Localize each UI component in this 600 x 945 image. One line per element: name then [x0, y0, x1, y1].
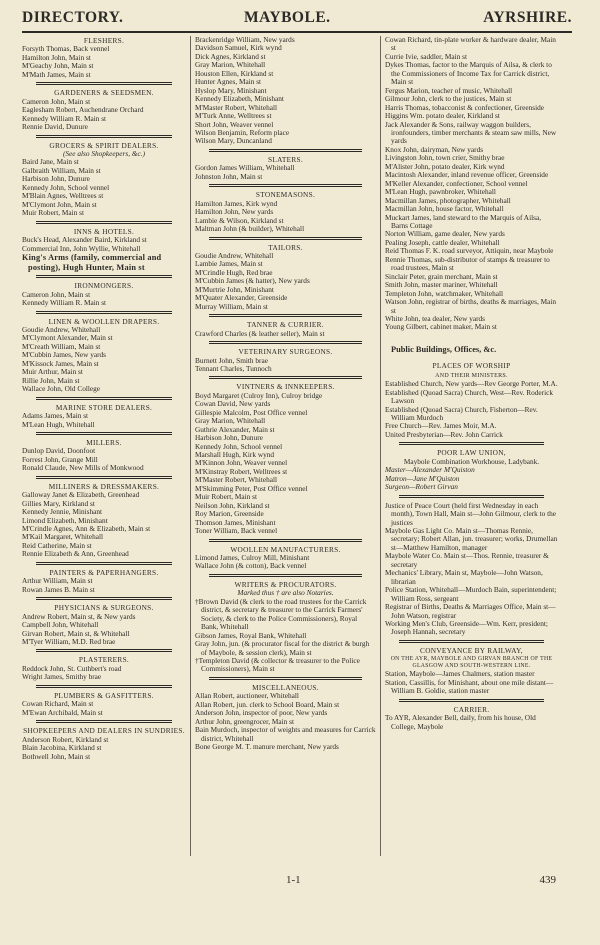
directory-entry: M'Creath William, Main st	[22, 342, 101, 351]
directory-entry: Kennedy William R. Main st	[22, 299, 107, 308]
directory-entry: Fergus Marion, teacher of music, Whitehall	[385, 86, 513, 95]
directory-entry: Reddock John, St. Cuthbert's road	[22, 664, 122, 673]
directory-entry: Limond James, Culroy Mill, Minishant	[195, 554, 310, 563]
header-right: AYRSHIRE.	[483, 9, 572, 26]
directory-entry: Thomson James, Minishant	[195, 518, 276, 527]
directory-entry: Guthrie Alexander, Main st	[195, 425, 275, 434]
directory-entry: Anderson John, inspector of poor, New yards	[195, 709, 328, 718]
section-rule	[36, 311, 172, 314]
directory-entry: Maybole Water Co. Main st—Thos. Rennie, treasurer & secretary	[385, 552, 549, 569]
directory-entry: M'Kinstray Robert, Welltrees st	[195, 467, 288, 476]
directory-entry: Short John, Weaver vennel	[195, 120, 274, 129]
directory-entry: M'Skimming Peter, Post Office vennel	[195, 484, 308, 493]
directory-entry: Kennedy Elizabeth, Minishant	[195, 95, 284, 104]
section-rule	[36, 685, 172, 688]
directory-section	[385, 36, 558, 332]
directory-entry: Boyd Margaret (Culroy Inn), Culroy bridge	[195, 391, 323, 400]
public-buildings-section	[385, 346, 558, 731]
section-rule	[36, 476, 172, 479]
directory-entry: M'Lean Hugh, pawnbroker, Whitehall	[385, 188, 496, 197]
section-rule	[209, 149, 362, 152]
directory-entry: Rennie David, Dunure	[22, 123, 88, 132]
page-header	[22, 9, 572, 31]
section-rule	[399, 495, 544, 498]
directory-entry: Lambie James, Main st	[195, 260, 263, 269]
directory-entry: Lambie & Wilson, Kirkland st	[195, 216, 284, 225]
section-title: VETERINARY SURGEONS.	[238, 347, 333, 357]
directory-entry: Neilson John, Kirkland st	[195, 501, 270, 510]
section-title: PLUMBERS & GASFITTERS.	[54, 690, 154, 700]
directory-entry: Ronald Claude, New Mills of Monkwood	[22, 464, 144, 473]
section-rule	[399, 442, 544, 445]
directory-entry: Established (Quoad Sacra) Church, West—Rev. Roderick Lawson	[385, 388, 554, 406]
directory-entry: Forrest John, Grange Mill	[22, 455, 98, 464]
section-rule	[399, 640, 544, 643]
directory-entry: Templeton John, watchmaker, Whitehall	[385, 289, 504, 298]
directory-entry: Hyslop Mary, Minishant	[195, 86, 267, 95]
carrier-list	[385, 714, 558, 731]
poor-law-title: POOR LAW UNION,	[437, 448, 506, 458]
header-rule	[22, 31, 572, 33]
directory-entry: Established Church, New yards—Rev George Porter, M.A.	[385, 380, 558, 389]
directory-entry: M'Murtrie John, Minishant	[195, 285, 274, 294]
railway-subtitle: ON THE AYR, MAYBOLE AND GIRVAN BRANCH OF THE GLASGOW AND SOUTH-WESTERN LINE.	[390, 656, 553, 670]
directory-entry: Hamilton John, Main st	[22, 53, 91, 62]
page-footer	[0, 874, 600, 890]
directory-entry: Dunlop David, Doonfoot	[22, 447, 96, 456]
directory-section	[195, 581, 376, 674]
directory-entry: Gillies Mary, Kirkland st	[22, 499, 95, 508]
directory-section	[22, 569, 186, 594]
directory-entry: Girvan Robert, Main st, & Whitehall	[22, 629, 130, 638]
directory-entry: M'Crindle Hugh, Red brae	[195, 268, 273, 277]
section-rule	[209, 184, 362, 187]
directory-section	[195, 684, 376, 752]
directory-entry: Wallace John, Old College	[22, 385, 101, 394]
directory-entry: Watson John, registrar of births, deaths & marriages, Main st	[385, 298, 557, 315]
directory-entry: Master—Alexander M'Quiston	[385, 466, 475, 475]
directory-entry: M'Cubbin James (& hatter), New yards	[195, 277, 310, 286]
directory-entry: M'Clymont Alexander, Main st	[22, 334, 113, 343]
directory-section	[195, 156, 376, 181]
directory-entry: Harbison John, Dunure	[195, 434, 263, 443]
directory-entry: Reid Thomas F. K. road surveyor, Attiquin, near Maybole	[385, 247, 554, 256]
section-title: WRITERS & PROCURATORS.	[234, 579, 337, 589]
directory-entry: Surgeon—Robert Girvan	[385, 483, 458, 492]
directory-entry: Gray John, jun. (& procurator fiscal for the district & burgh of Maybole, & session clerk), Main st	[195, 640, 370, 657]
directory-entry: Young Gilbert, cabinet maker, Main st	[385, 323, 497, 332]
section-rule	[36, 432, 172, 435]
directory-entry: Arthur William, Main st	[22, 577, 93, 586]
directory-entry: †Brown David (& clerk to the road trustees for the Carrick district, & secretary & treasurer to the Carrick Farmers' Society, & clerk to the Police Commissioners), Royal Bank, Whitehall	[195, 597, 367, 632]
public-buildings-title: Public Buildings, Offices, &c.	[391, 344, 497, 354]
railway-title: CONVEYANCE BY RAILWAY,	[420, 645, 523, 655]
directory-entry: Livingston John, town crier, Smithy brae	[385, 154, 505, 163]
directory-entry: M'Master Robert, Whitehall	[195, 476, 278, 485]
directory-entry: Bain Murdoch, inspector of weights and measures for Carrick district, Whitehall	[195, 726, 376, 743]
section-title: PHYSICIANS & SURGEONS.	[54, 603, 154, 613]
section-title: LINEN & WOOLLEN DRAPERS.	[48, 316, 160, 326]
directory-entry: Tennant Charles, Tunnoch	[195, 364, 272, 373]
section-title: MISCELLANEOUS.	[252, 682, 319, 692]
directory-entry: Macmillan James, photographer, Whitehall	[385, 196, 511, 205]
directory-entry: Marshall Hugh, Kirk wynd	[195, 451, 275, 460]
directory-entry: Dick Agnes, Kirkland st	[195, 52, 266, 61]
column-3	[385, 36, 558, 858]
directory-entry: Currie Ivie, saddler, Main st	[385, 52, 467, 61]
directory-entry: Macintosh Alexander, inland revenue officer, Greenside	[385, 171, 549, 180]
section-subtitle: Marked thus † are also Notaries.	[237, 588, 334, 598]
directory-entry: Kennedy John, School vennel	[195, 442, 283, 451]
header-center: MAYBOLE.	[244, 9, 331, 26]
directory-entry: Kennedy John, School vennel	[22, 183, 110, 192]
directory-entry: M'Lean Hugh, Whitehall	[22, 420, 95, 429]
directory-entry: Baird Jane, Main st	[22, 158, 79, 167]
directory-entry: Cameron John, Main st	[22, 290, 91, 299]
directory-entry: Gibson James, Royal Bank, Whitehall	[195, 631, 307, 640]
column-divider-2	[380, 36, 381, 856]
railway-list	[385, 670, 558, 695]
directory-entry: Gray Marion, Whitehall	[195, 417, 266, 426]
directory-section	[195, 244, 376, 312]
directory-entry: To AYR, Alexander Bell, daily, from his house, Old College, Maybole	[385, 714, 536, 731]
directory-entry: M'Cubbin James, New yards	[22, 351, 107, 360]
section-rule	[36, 221, 172, 224]
directory-entry: White John, tea dealer, New yards	[385, 314, 486, 323]
section-rule	[209, 237, 362, 240]
directory-entry: M'Kissock James, Main st	[22, 359, 99, 368]
section-rule	[209, 574, 362, 577]
directory-section	[22, 228, 186, 273]
section-title: STONEMASONS.	[255, 190, 316, 200]
column-3-trades	[385, 36, 558, 332]
directory-entry: Gilmour John, clerk to the justices, Main st	[385, 95, 512, 104]
directory-entry: Gray Marion, Whitehall	[195, 61, 266, 70]
directory-entry: Arthur John, greengrocer, Main st	[195, 717, 294, 726]
directory-section	[22, 692, 186, 717]
directory-entry: Rennie Elizabeth & Ann, Greenhead	[22, 550, 129, 559]
section-title: VINTNERS & INNKEEPERS.	[236, 382, 335, 392]
directory-section	[22, 656, 186, 681]
directory-entry: M'Crindle Agnes, Ann & Elizabeth, Main st	[22, 525, 151, 534]
directory-section	[22, 404, 186, 429]
directory-entry: Allan Robert, jun. clerk to School Board, Main st	[195, 700, 340, 709]
directory-entry: Rowan James B. Main st	[22, 585, 95, 594]
section-title: INNS & HOTELS.	[73, 226, 135, 236]
directory-entry: Brackenridge William, New yards	[195, 36, 295, 44]
featured-entry: King's Arms (family, commercial and posting), Hugh Hunter, Main st	[22, 252, 162, 272]
section-rule	[36, 397, 172, 400]
section-title: IRONMONGERS.	[74, 281, 134, 291]
directory-entry: Registrar of Births, Deaths & Marriages Office, Main st—John Watson, registrar	[385, 603, 556, 620]
directory-entry: M'Ewan Archibald, Main st	[22, 708, 103, 717]
directory-entry: Cowan Richard, tin-plate worker & hardware dealer, Main st	[385, 36, 556, 53]
directory-entry: Sinclair Peter, grain merchant, Main st	[385, 272, 498, 281]
directory-entry: United Presbyterian—Rev. John Carrick	[385, 430, 503, 439]
directory-entry: Free Church—Rev. James Moir, M.A.	[385, 422, 497, 431]
directory-entry: Hamilton James, Kirk wynd	[195, 199, 278, 208]
directory-entry: Norton William, game dealer, New yards	[385, 230, 505, 239]
directory-entry: Davidson Samuel, Kirk wynd	[195, 44, 282, 53]
directory-entry: Murray William, Main st	[195, 302, 268, 311]
directory-section	[22, 142, 186, 218]
signature-mark: 1-1	[286, 874, 301, 886]
section-rule	[36, 597, 172, 600]
directory-section	[22, 604, 186, 646]
directory-entry: Hamilton John, New yards	[195, 208, 274, 217]
directory-entry: Cowan Richard, Main st	[22, 700, 94, 709]
section-title: MILLINERS & DRESSMAKERS.	[48, 481, 160, 491]
carrier-title: CARRIER.	[453, 704, 490, 714]
directory-entry: Kennedy William R. Main st	[22, 114, 107, 123]
directory-entry: Harris Thomas, tobacconist & confectioner, Greenside	[385, 103, 545, 112]
directory-entry: Buck's Head, Alexander Baird, Kirkland st	[22, 236, 147, 245]
directory-entry: Roy Marion, Greenside	[195, 510, 264, 519]
directory-entry: Gordon James William, Whitehall	[195, 164, 295, 173]
directory-entry: Wilson Benjamin, Reform place	[195, 128, 290, 137]
section-rule	[209, 539, 362, 542]
directory-entry: Pealing Joseph, cattle dealer, Whitehall	[385, 238, 500, 247]
directory-entry: Justice of Peace Court (held first Wednesday in each month), Town Hall, Main st—John Gilmour, clerk to the justices	[385, 501, 557, 527]
directory-entry: Houston Ellen, Kirkland st	[195, 69, 274, 78]
directory-entry: Cameron John, Main st	[22, 97, 91, 106]
directory-entry: Anderson Robert, Kirkland st	[22, 735, 109, 744]
directory-entry: Andrew Robert, Main st, & New yards	[22, 612, 136, 621]
worship-list	[385, 380, 558, 439]
directory-entry: Rillie John, Main st	[22, 376, 80, 385]
directory-entry: Harbison John, Dunure	[22, 175, 90, 184]
directory-entry: M'Clymont John, Main st	[22, 200, 97, 209]
directory-entry: Smith John, master mariner, Whitehall	[385, 281, 498, 290]
directory-entry: Reid Catherine, Main st	[22, 541, 92, 550]
section-title: SLATERS.	[267, 154, 304, 164]
directory-entry: M'Quater Alexander, Greenside	[195, 294, 288, 303]
directory-entry: Muir Arthur, Main st	[22, 368, 83, 377]
section-title: TAILORS.	[268, 242, 303, 252]
directory-entry: Wallace John (& cotton), Back vennel	[195, 562, 307, 571]
section-rule	[36, 82, 172, 85]
directory-entry: Muir Robert, Main st	[195, 493, 258, 502]
directory-section	[22, 483, 186, 559]
directory-entry: Goudie Andrew, Whitehall	[22, 325, 101, 334]
section-title: GARDENERS & SEEDSMEN.	[54, 88, 154, 98]
directory-entry: Matron—Jane M'Quiston	[385, 474, 460, 483]
section-rule	[209, 376, 362, 379]
directory-section	[195, 321, 376, 338]
directory-entry: Station, Maybole—James Chalmers, station master	[385, 670, 535, 679]
section-rule	[399, 699, 544, 702]
directory-section	[22, 89, 186, 131]
directory-entry: Campbell John, Whitehall	[22, 621, 99, 630]
directory-entry: Wilson Mary, Duncanland	[195, 137, 272, 146]
directory-entry: M'Geachy John, Main st	[22, 62, 94, 71]
section-rule	[36, 275, 172, 278]
column-1	[22, 36, 186, 858]
section-title: MARINE STORE DEALERS.	[55, 402, 153, 412]
directory-entry: M'Turk Anne, Welltrees st	[195, 112, 272, 121]
section-rule	[209, 677, 362, 680]
directory-entry: Mechanics' Library, Main st, Maybole—John Watson, librarian	[385, 569, 543, 586]
directory-entry: Working Men's Club, Greenside—Wm. Kerr, president; Joseph Hannah, secretary	[385, 620, 548, 637]
directory-entry: Police Station, Whitehall—Murdoch Bain, superintendent; William Ross, sergeant	[385, 586, 557, 603]
directory-entry: Burnett John, Smith brae	[195, 356, 268, 365]
poor-law-list	[385, 466, 558, 491]
directory-entry: Cowan David, New yards	[195, 400, 271, 409]
directory-entry: Gillespie Malcolm, Post Office vennel	[195, 408, 308, 417]
directory-entry: M'Kail Margaret, Whitehall	[22, 533, 104, 542]
directory-entry: Hunter Agnes, Main st	[195, 78, 262, 87]
directory-entry: Johnston John, Main st	[195, 172, 263, 181]
directory-entry: Knox John, dairyman, New yards	[385, 145, 484, 154]
directory-entry: Dykes Thomas, factor to the Marquis of Ailsa, & clerk to the Commissioners of Income Tax for Carrick district, Main st	[385, 61, 552, 87]
directory-entry: Eaglesham Robert, Auchendrane Orchard	[22, 106, 144, 115]
directory-entry: Macmillan John, house factor, Whitehall	[385, 205, 504, 214]
directory-entry: M'Keller Alexander, confectioner, School vennel	[385, 179, 528, 188]
section-rule	[36, 562, 172, 565]
directory-entry: Goudie Andrew, Whitehall	[195, 251, 274, 260]
section-rule	[209, 314, 362, 317]
directory-entry: Bothwell John, Main st	[22, 752, 91, 761]
directory-entry: Station, Cassillis, for Minishant, about one mile distant—William B. Goldie, station master	[385, 678, 554, 696]
directory-entry: Allan Robert, auctioneer, Whitehall	[195, 692, 299, 701]
directory-entry: M'Alister John, potato dealer, Kirk wynd	[385, 162, 505, 171]
worship-title: PLACES OF WORSHIP	[432, 361, 511, 371]
section-title: WOOLLEN MANUFACTURERS.	[230, 544, 341, 554]
directory-section	[22, 282, 186, 307]
directory-entry: M'Master Robert, Whitehall	[195, 103, 278, 112]
directory-section	[195, 36, 376, 146]
directory-section	[22, 439, 186, 473]
page-number: 439	[539, 874, 556, 886]
directory-entry: Muckart James, land steward to the Marquis of Ailsa, Barns Cottage	[385, 213, 542, 230]
directory-entry: M'Tyer William, M.D. Red brae	[22, 638, 116, 647]
directory-entry: Maltman John (& builder), Whitehall	[195, 225, 305, 234]
justice-list	[385, 502, 558, 637]
column-2	[195, 36, 376, 858]
directory-section	[195, 383, 376, 535]
directory-section	[195, 191, 376, 233]
directory-entry: Limond Elizabeth, Minishant	[22, 516, 108, 525]
directory-section	[22, 727, 186, 761]
directory-entry: Galloway Janet & Elizabeth, Greenhead	[22, 491, 140, 500]
directory-entry: Blain Jacobina, Kirkland st	[22, 744, 102, 753]
directory-entry: M'Kinnon John, Weaver vennel	[195, 459, 288, 468]
section-title: GROCERS & SPIRIT DEALERS.	[49, 140, 159, 150]
directory-section	[195, 348, 376, 373]
directory-section	[22, 37, 186, 79]
directory-entry: Adams James, Main st	[22, 412, 89, 421]
header-left: DIRECTORY.	[22, 9, 124, 26]
section-rule	[36, 649, 172, 652]
directory-entry: Established (Quoad Sacra) Church, Fisherton—Rev. William Murdoch	[385, 405, 538, 423]
directory-entry: Wright James, Smithy brae	[22, 673, 102, 682]
directory-section	[195, 546, 376, 571]
directory-section	[22, 318, 186, 394]
directory-entry: M'Math James, Main st	[22, 70, 91, 79]
directory-entry: Toner William, Back vennel	[195, 527, 278, 536]
directory-entry: †Templeton David (& collector & treasurer to the Police Commissioners), Main st	[195, 657, 360, 674]
section-title: PLASTERERS.	[78, 655, 130, 665]
section-rule	[36, 720, 172, 723]
section-title: TANNER & CURRIER.	[247, 320, 324, 330]
worship-subtitle: AND THEIR MINISTERS.	[435, 372, 508, 379]
directory-entry: Maybole Gas Light Co. Main st—Thomas Rennie, secretary; Robert Allan, jun. treasurer; works, Drumellan st—Matthew Hamilton, manager	[385, 527, 558, 552]
directory-entry: Rennie Thomas, sub-distributor of stamps & treasurer to road trustees, Main st	[385, 255, 550, 273]
section-rule	[209, 341, 362, 344]
poor-law-subtitle: Maybole Combination Workhouse, Ladybank.	[403, 456, 540, 466]
section-title: PAINTERS & PAPERHANGERS.	[49, 567, 159, 577]
directory-entry: Higgins Wm. potato dealer, Kirkland st	[385, 112, 500, 121]
section-title: MILLERS.	[86, 437, 122, 447]
directory-entry: M'Blain Agnes, Welltrees st	[22, 192, 104, 201]
directory-entry: Commercial Inn, John Wyllie, Whitehall	[22, 244, 141, 253]
column-divider-1	[190, 36, 191, 856]
directory-entry: Bone George M. T. manure merchant, New yards	[195, 743, 339, 752]
directory-entry: Crawford Charles (& leather seller), Main st	[195, 329, 325, 338]
directory-entry: Jack Alexander & Sons, railway waggon builders, ironfounders, timber merchants & steam saw mills, New yards	[385, 120, 557, 146]
section-title: SHOPKEEPERS AND DEALERS IN SUNDRIES.	[23, 726, 185, 736]
section-subtitle: (See also Shopkeepers, &c.)	[62, 148, 146, 158]
directory-entry: Kennedy Jennie, Minishant	[22, 508, 103, 517]
directory-entry: Forsyth Thomas, Back vennel	[22, 45, 110, 54]
directory-entry: Muir Robert, Main st	[22, 209, 85, 218]
section-title: FLESHERS.	[83, 36, 125, 45]
directory-entry: Galbraith William, Main st	[22, 166, 101, 175]
section-rule	[36, 135, 172, 138]
